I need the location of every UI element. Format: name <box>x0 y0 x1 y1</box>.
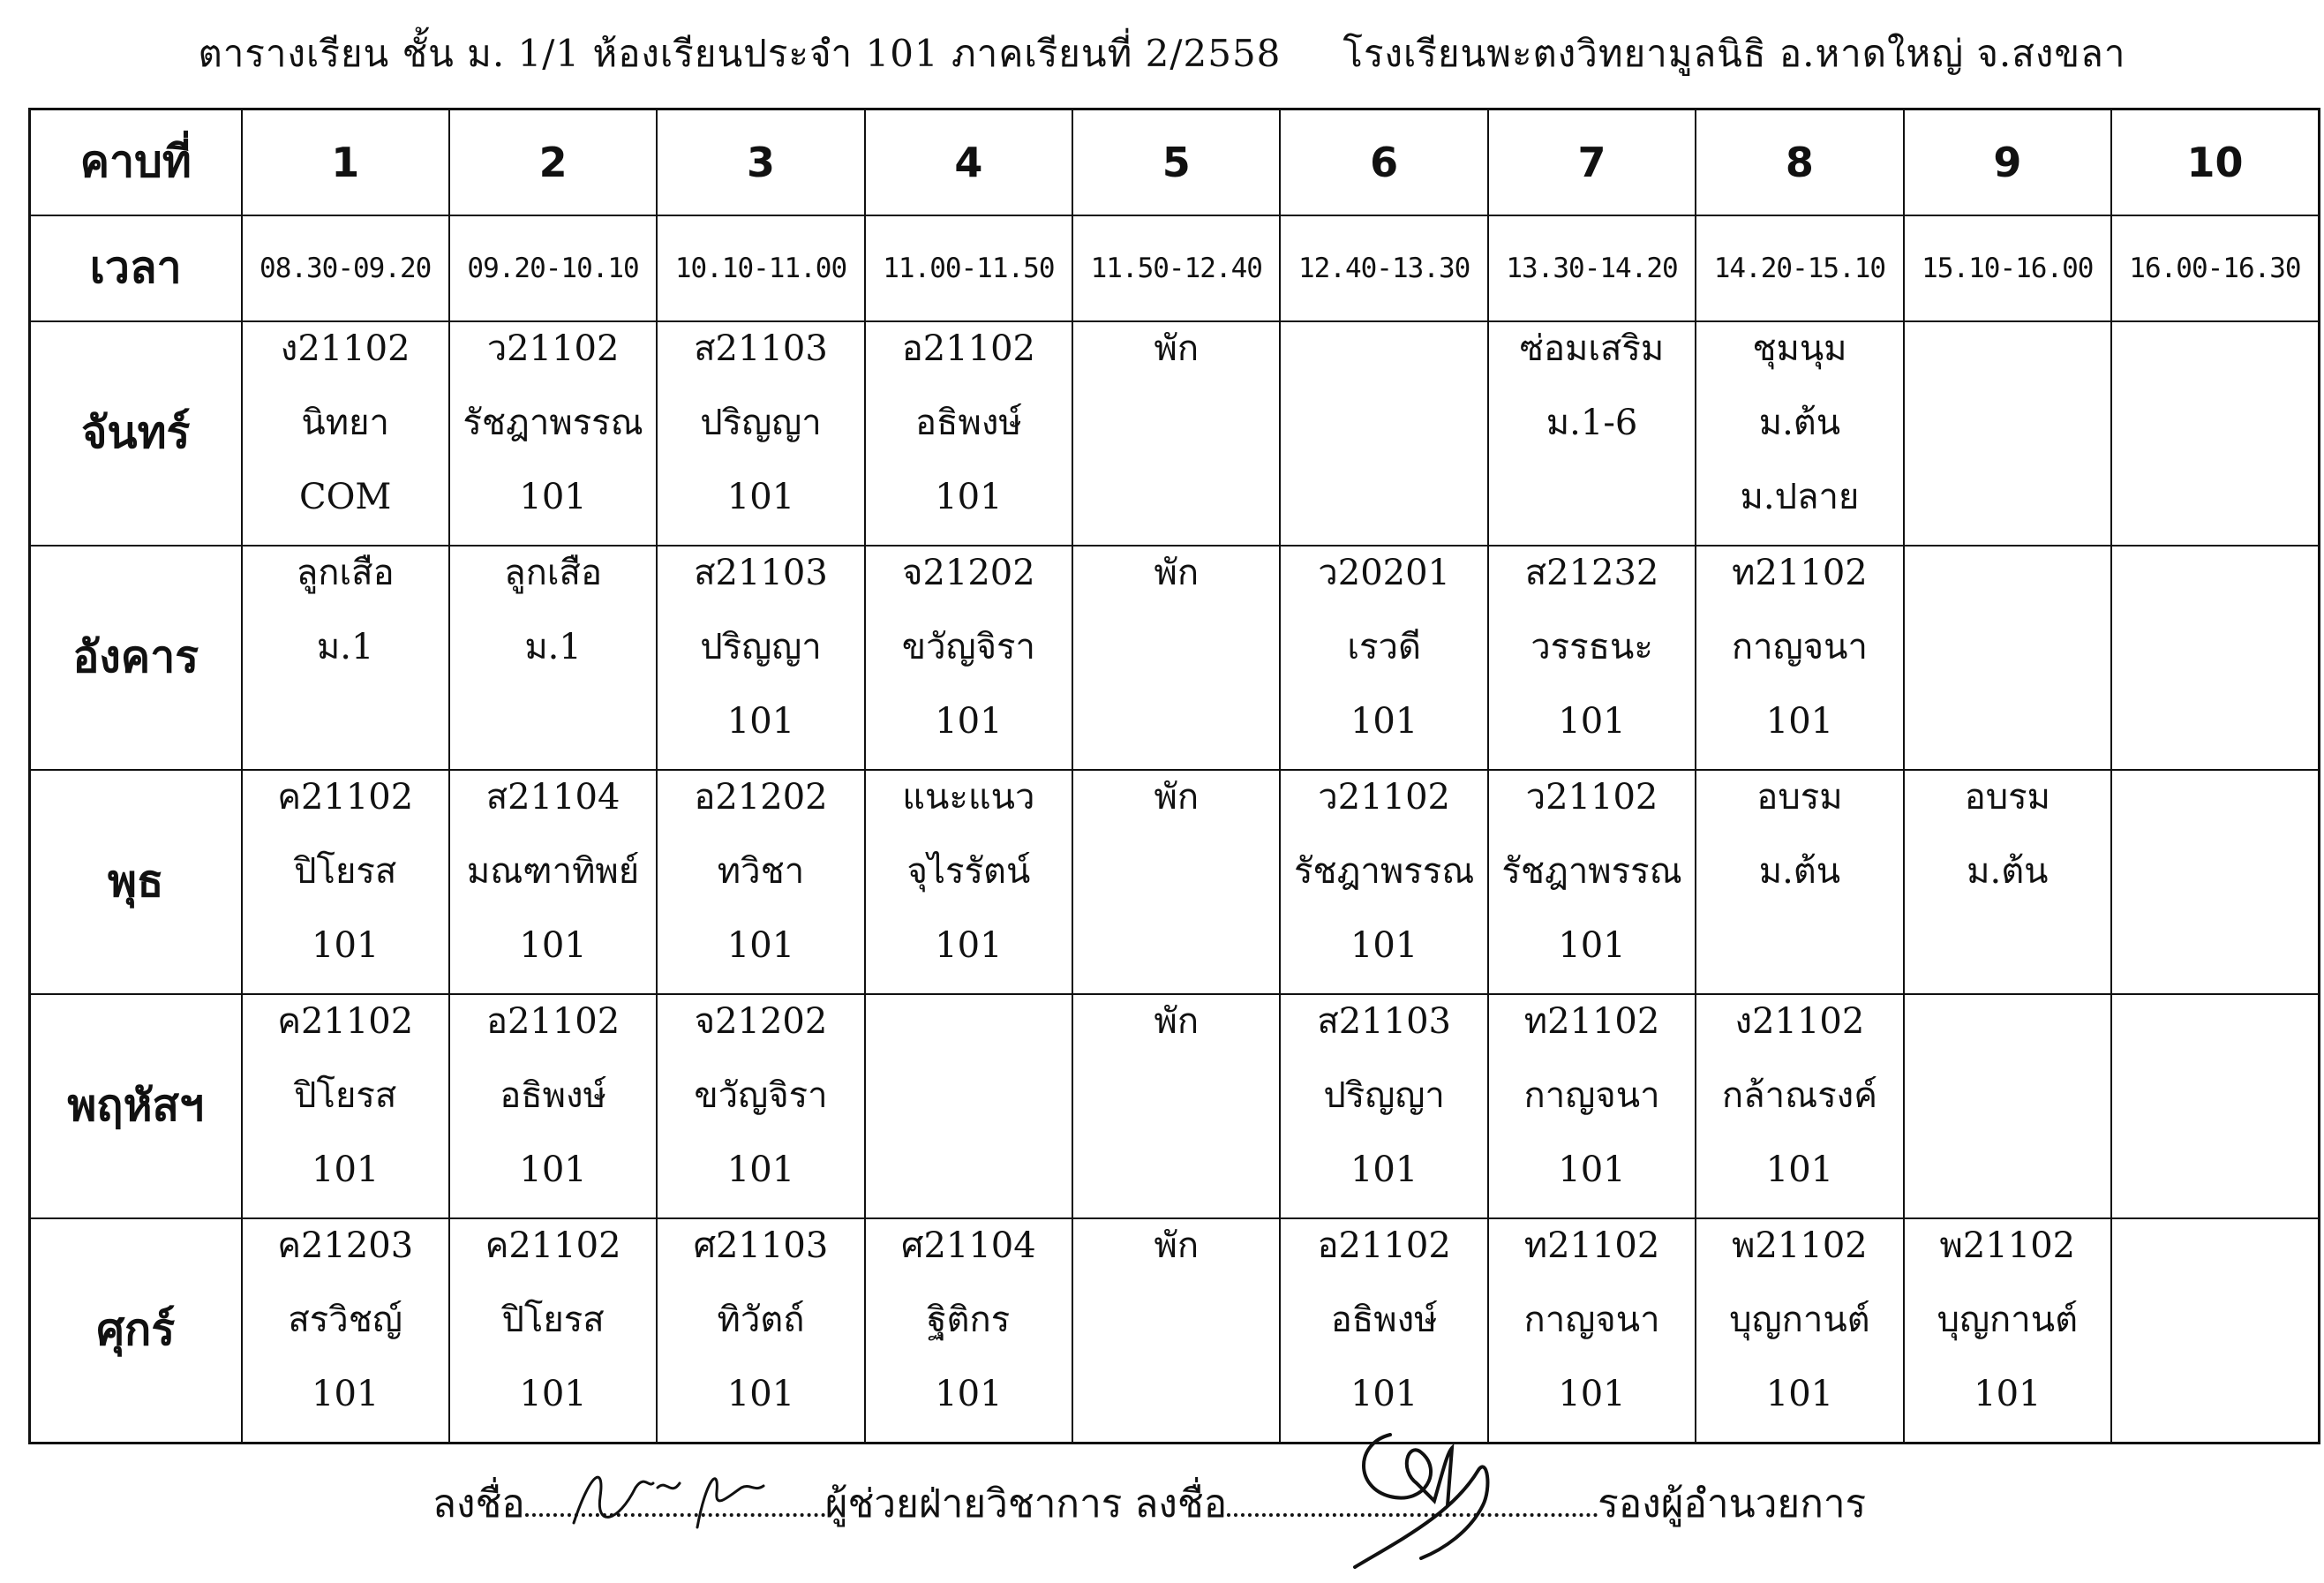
slot-line <box>1073 1293 1279 1368</box>
period-number: 6 <box>1280 109 1487 215</box>
slot-line: ลูกเสือ <box>504 552 602 593</box>
slot-line: อบรม <box>1756 776 1843 818</box>
slot-line <box>1073 1368 1279 1442</box>
class-slot <box>449 994 657 1218</box>
slot-line: อธิพงษ์ <box>500 1074 606 1116</box>
slot-line: อ21102 <box>901 328 1035 369</box>
slot-line: ว21102 <box>1525 776 1658 818</box>
slot-line: 101 <box>1558 700 1626 742</box>
timetable-title: ตารางเรียน ชั้น ม. 1/1 ห้องเรียนประจำ 101 ภาคเรียนที่ 2/2558 <box>198 32 1282 75</box>
slot-line <box>2112 1368 2318 1442</box>
slot-line: ส21103 <box>1317 1000 1451 1042</box>
slot-line: ม.ปลาย <box>1740 476 1860 517</box>
slot-line <box>866 1069 1072 1143</box>
time-range: 08.30-09.20 <box>242 215 449 321</box>
slot-line <box>1073 621 1279 695</box>
slot-line: 101 <box>1350 1373 1418 1414</box>
slot-line: จ21202 <box>694 1000 828 1042</box>
class-slot <box>1072 321 1280 546</box>
slot-line <box>1905 1069 2110 1143</box>
slot-line <box>2112 396 2318 471</box>
class-slot <box>449 546 657 770</box>
period-header-row <box>30 109 2320 215</box>
slot-line <box>2112 1069 2318 1143</box>
class-slot <box>1904 770 2111 994</box>
slot-line: นิทยา <box>301 402 389 443</box>
slot-line: เรวดี <box>1347 626 1421 667</box>
slot-line: 101 <box>519 1373 587 1414</box>
slot-line: บุญกานต์ <box>1937 1299 2079 1340</box>
class-slot <box>865 321 1072 546</box>
slot-line: ศ21103 <box>693 1225 829 1266</box>
class-slot <box>1696 770 1903 994</box>
class-slot <box>242 994 449 1218</box>
slot-line: 101 <box>726 924 795 966</box>
slot-line: 101 <box>1350 1149 1418 1190</box>
class-slot <box>865 994 1072 1218</box>
slot-line: 101 <box>726 1149 795 1190</box>
day-name: พฤหัสฯ <box>30 994 242 1218</box>
slot-line: 101 <box>1765 1149 1834 1190</box>
slot-line: ท21102 <box>1732 552 1868 593</box>
slot-line <box>1905 471 2110 545</box>
role-2: รองผู้อำนวยการ <box>1598 1481 1867 1526</box>
day-name: อังคาร <box>30 546 242 770</box>
slot-line <box>1905 322 2110 396</box>
time-range: 13.30-14.20 <box>1488 215 1696 321</box>
class-slot <box>1488 546 1696 770</box>
slot-line: 101 <box>726 476 795 517</box>
slot-line: กาญจนา <box>1523 1299 1660 1340</box>
slot-line <box>2112 1219 2318 1293</box>
slot-line: 101 <box>726 1373 795 1414</box>
slot-line: รัชฎาพรรณ <box>1293 850 1475 892</box>
slot-line: ฐิติกร <box>927 1299 1011 1340</box>
day-name: จันทร์ <box>30 321 242 546</box>
slot-line: ม.1-6 <box>1546 402 1638 443</box>
school-name: โรงเรียนพะตงวิทยามูลนิธิ อ.หาดใหญ่ จ.สงขลา <box>1343 32 2126 75</box>
day-row <box>30 994 2320 1218</box>
slot-line: ม.ต้น <box>1967 850 2049 892</box>
slot-line <box>1281 396 1486 471</box>
slot-line: 101 <box>935 476 1003 517</box>
class-slot <box>1280 1218 1487 1444</box>
time-range: 15.10-16.00 <box>1904 215 2111 321</box>
slot-line: รัชฎาพรรณ <box>1501 850 1682 892</box>
slot-line: ลูกเสือ <box>296 552 395 593</box>
class-slot <box>1488 994 1696 1218</box>
slot-line: ม.1 <box>524 626 582 667</box>
class-slot <box>242 546 449 770</box>
time-range: 10.10-11.00 <box>657 215 864 321</box>
slot-line: 101 <box>519 924 587 966</box>
slot-line: กล้าณรงค์ <box>1721 1074 1877 1116</box>
slot-line <box>1281 471 1486 545</box>
day-row <box>30 1218 2320 1444</box>
slot-line: อบรม <box>1964 776 2050 818</box>
class-slot <box>657 770 864 994</box>
slot-line: บุญกานต์ <box>1729 1299 1870 1340</box>
class-slot <box>865 1218 1072 1444</box>
slot-line: COM <box>299 476 392 517</box>
slot-line <box>1905 396 2110 471</box>
day-row <box>30 546 2320 770</box>
slot-line <box>1073 695 1279 769</box>
slot-line <box>243 695 448 769</box>
time-range: 16.00-16.30 <box>2111 215 2319 321</box>
class-slot <box>1488 770 1696 994</box>
slot-line <box>1489 471 1695 545</box>
time-range: 14.20-15.10 <box>1696 215 1903 321</box>
page-title <box>0 25 2324 83</box>
slot-line: จุไรรัตน์ <box>906 850 1031 892</box>
period-number: 8 <box>1696 109 1903 215</box>
class-slot <box>1904 1218 2111 1444</box>
time-label: เวลา <box>30 215 242 321</box>
slot-line: 101 <box>1765 1373 1834 1414</box>
timetable <box>28 108 2320 1444</box>
class-slot <box>1904 321 2111 546</box>
slot-line <box>2112 1143 2318 1217</box>
class-slot <box>657 994 864 1218</box>
day-row <box>30 770 2320 994</box>
slot-line: อ21102 <box>1317 1225 1451 1266</box>
slot-line: ทิวัตถ์ <box>717 1299 805 1340</box>
slot-line: 101 <box>1350 924 1418 966</box>
slot-line: 101 <box>726 700 795 742</box>
period-number: 9 <box>1904 109 2111 215</box>
slot-line: ศ21104 <box>901 1225 1036 1266</box>
slot-line <box>2112 995 2318 1069</box>
slot-line <box>866 1143 1072 1217</box>
slot-line: ค21102 <box>277 776 414 818</box>
slot-line: กาญจนา <box>1731 626 1868 667</box>
class-slot <box>242 770 449 994</box>
class-slot <box>1488 321 1696 546</box>
slot-line: พัก <box>1154 552 1200 593</box>
slot-line: สรวิชญ์ <box>288 1299 402 1340</box>
slot-line: แนะแนว <box>902 776 1035 818</box>
slot-line: 101 <box>935 1373 1003 1414</box>
slot-line: พ21102 <box>1732 1225 1868 1266</box>
slot-line <box>1696 919 1902 993</box>
period-number: 5 <box>1072 109 1280 215</box>
class-slot <box>865 546 1072 770</box>
class-slot <box>1696 546 1903 770</box>
slot-line: จ21202 <box>902 552 1035 593</box>
slot-line: อธิพงษ์ <box>915 402 1022 443</box>
slot-line: ปริญญา <box>700 626 822 667</box>
class-slot <box>1280 546 1487 770</box>
class-slot <box>449 770 657 994</box>
class-slot <box>1904 994 2111 1218</box>
period-label: คาบที่ <box>30 109 242 215</box>
slot-line <box>2112 547 2318 621</box>
slot-line: ปริญญา <box>1323 1074 1445 1116</box>
slot-line: ค21102 <box>277 1000 414 1042</box>
slot-line <box>1073 845 1279 919</box>
slot-line <box>1073 471 1279 545</box>
slot-line: ขวัญจิรา <box>901 626 1035 667</box>
sign-label-1: ลงชื่อ <box>432 1481 525 1526</box>
slot-line <box>2112 919 2318 993</box>
slot-line: ว21102 <box>1318 776 1450 818</box>
slot-line: พัก <box>1154 1225 1200 1266</box>
day-row <box>30 321 2320 546</box>
slot-line <box>2112 771 2318 845</box>
class-slot <box>657 321 864 546</box>
slot-line: ว21102 <box>486 328 620 369</box>
slot-line: 101 <box>935 924 1003 966</box>
slot-line: พัก <box>1154 1000 1200 1042</box>
slot-line: 101 <box>1558 1149 1626 1190</box>
slot-line: ง21102 <box>1734 1000 1865 1042</box>
class-slot <box>1488 1218 1696 1444</box>
class-slot <box>1072 1218 1280 1444</box>
class-slot <box>242 321 449 546</box>
class-slot <box>1072 546 1280 770</box>
slot-line: 101 <box>519 476 587 517</box>
slot-line: วรรธนะ <box>1531 626 1653 667</box>
period-number: 3 <box>657 109 864 215</box>
slot-line <box>1905 919 2110 993</box>
slot-line <box>1073 1069 1279 1143</box>
slot-line: อ21102 <box>485 1000 620 1042</box>
slot-line: 101 <box>1974 1373 2042 1414</box>
class-slot <box>449 321 657 546</box>
class-slot <box>1904 546 2111 770</box>
class-slot <box>2111 994 2319 1218</box>
role-1: ผู้ช่วยฝ่ายวิชาการ <box>824 1481 1123 1526</box>
slot-line: 101 <box>1558 1373 1626 1414</box>
handwritten-signature-2 <box>1337 1417 1514 1576</box>
slot-line: กาญจนา <box>1523 1074 1660 1116</box>
slot-line <box>450 695 656 769</box>
class-slot <box>449 1218 657 1444</box>
slot-line <box>1905 547 2110 621</box>
time-range: 09.20-10.10 <box>449 215 657 321</box>
slot-line: ส21103 <box>694 552 828 593</box>
slot-line: 101 <box>1765 700 1834 742</box>
class-slot <box>1072 770 1280 994</box>
slot-line <box>1905 695 2110 769</box>
class-slot <box>865 770 1072 994</box>
slot-line: ชุมนุม <box>1752 328 1847 369</box>
class-slot <box>657 546 864 770</box>
handwritten-signature-1 <box>565 1461 777 1532</box>
slot-line: ปิโยรส <box>501 1299 605 1340</box>
slot-line <box>1905 621 2110 695</box>
class-slot <box>1696 1218 1903 1444</box>
slot-line: 101 <box>312 1149 380 1190</box>
period-number: 1 <box>242 109 449 215</box>
class-slot <box>657 1218 864 1444</box>
class-slot <box>2111 1218 2319 1444</box>
class-slot <box>1280 994 1487 1218</box>
class-slot <box>242 1218 449 1444</box>
class-slot <box>1280 770 1487 994</box>
slot-line <box>1281 322 1486 396</box>
slot-line: 101 <box>1558 924 1626 966</box>
time-range: 11.50-12.40 <box>1072 215 1280 321</box>
slot-line: ม.ต้น <box>1758 850 1841 892</box>
slot-line <box>2112 621 2318 695</box>
class-slot <box>2111 546 2319 770</box>
class-slot <box>2111 770 2319 994</box>
slot-line: ปริญญา <box>700 402 822 443</box>
sign-label-2: ลงชื่อ <box>1134 1481 1228 1526</box>
slot-line <box>2112 322 2318 396</box>
slot-line <box>2112 845 2318 919</box>
slot-line <box>866 995 1072 1069</box>
slot-line: มณฑาทิพย์ <box>466 850 640 892</box>
class-slot <box>1072 994 1280 1218</box>
time-range: 12.40-13.30 <box>1280 215 1487 321</box>
slot-line: ขวัญจิรา <box>694 1074 828 1116</box>
slot-line: พัก <box>1154 328 1200 369</box>
slot-line: ทวิชา <box>717 850 805 892</box>
class-slot <box>1280 321 1487 546</box>
slot-line: ปิโยรส <box>294 850 397 892</box>
class-slot <box>2111 321 2319 546</box>
slot-line: 101 <box>519 1149 587 1190</box>
time-range: 11.00-11.50 <box>865 215 1072 321</box>
slot-line: พ21102 <box>1939 1225 2076 1266</box>
period-number: 7 <box>1488 109 1696 215</box>
slot-line <box>1073 396 1279 471</box>
slot-line: ค21203 <box>277 1225 414 1266</box>
time-header-row <box>30 215 2320 321</box>
slot-line: ง21102 <box>280 328 410 369</box>
slot-line: ส21103 <box>694 328 828 369</box>
slot-line: รัชฎาพรรณ <box>463 402 643 443</box>
slot-line <box>1073 1143 1279 1217</box>
slot-line: ปิโยรส <box>294 1074 397 1116</box>
slot-line: พัก <box>1154 776 1200 818</box>
slot-line: ม.1 <box>316 626 374 667</box>
slot-line: ท21102 <box>1523 1225 1660 1266</box>
slot-line: ท21102 <box>1523 1000 1660 1042</box>
slot-line: ค21102 <box>485 1225 621 1266</box>
slot-line: 101 <box>935 700 1003 742</box>
slot-line: ส21104 <box>485 776 620 818</box>
period-number: 10 <box>2111 109 2319 215</box>
day-name: พุธ <box>30 770 242 994</box>
slot-line <box>2112 1293 2318 1368</box>
class-slot <box>1696 321 1903 546</box>
slot-line <box>1905 995 2110 1069</box>
slot-line <box>1905 1143 2110 1217</box>
slot-line <box>2112 471 2318 545</box>
slot-line: ม.ต้น <box>1758 402 1841 443</box>
slot-line <box>2112 695 2318 769</box>
slot-line: ส21232 <box>1524 552 1659 593</box>
slot-line <box>1073 919 1279 993</box>
slot-line: ซ่อมเสริม <box>1519 328 1665 369</box>
slot-line: 101 <box>312 1373 380 1414</box>
slot-line: 101 <box>1350 700 1418 742</box>
timetable-body <box>30 109 2320 1444</box>
period-number: 4 <box>865 109 1072 215</box>
period-number: 2 <box>449 109 657 215</box>
day-name: ศุกร์ <box>30 1218 242 1444</box>
slot-line: 101 <box>312 924 380 966</box>
slot-line: ว20201 <box>1318 552 1450 593</box>
slot-line: อ21202 <box>694 776 828 818</box>
slot-line: อธิพงษ์ <box>1330 1299 1438 1340</box>
class-slot <box>1696 994 1903 1218</box>
